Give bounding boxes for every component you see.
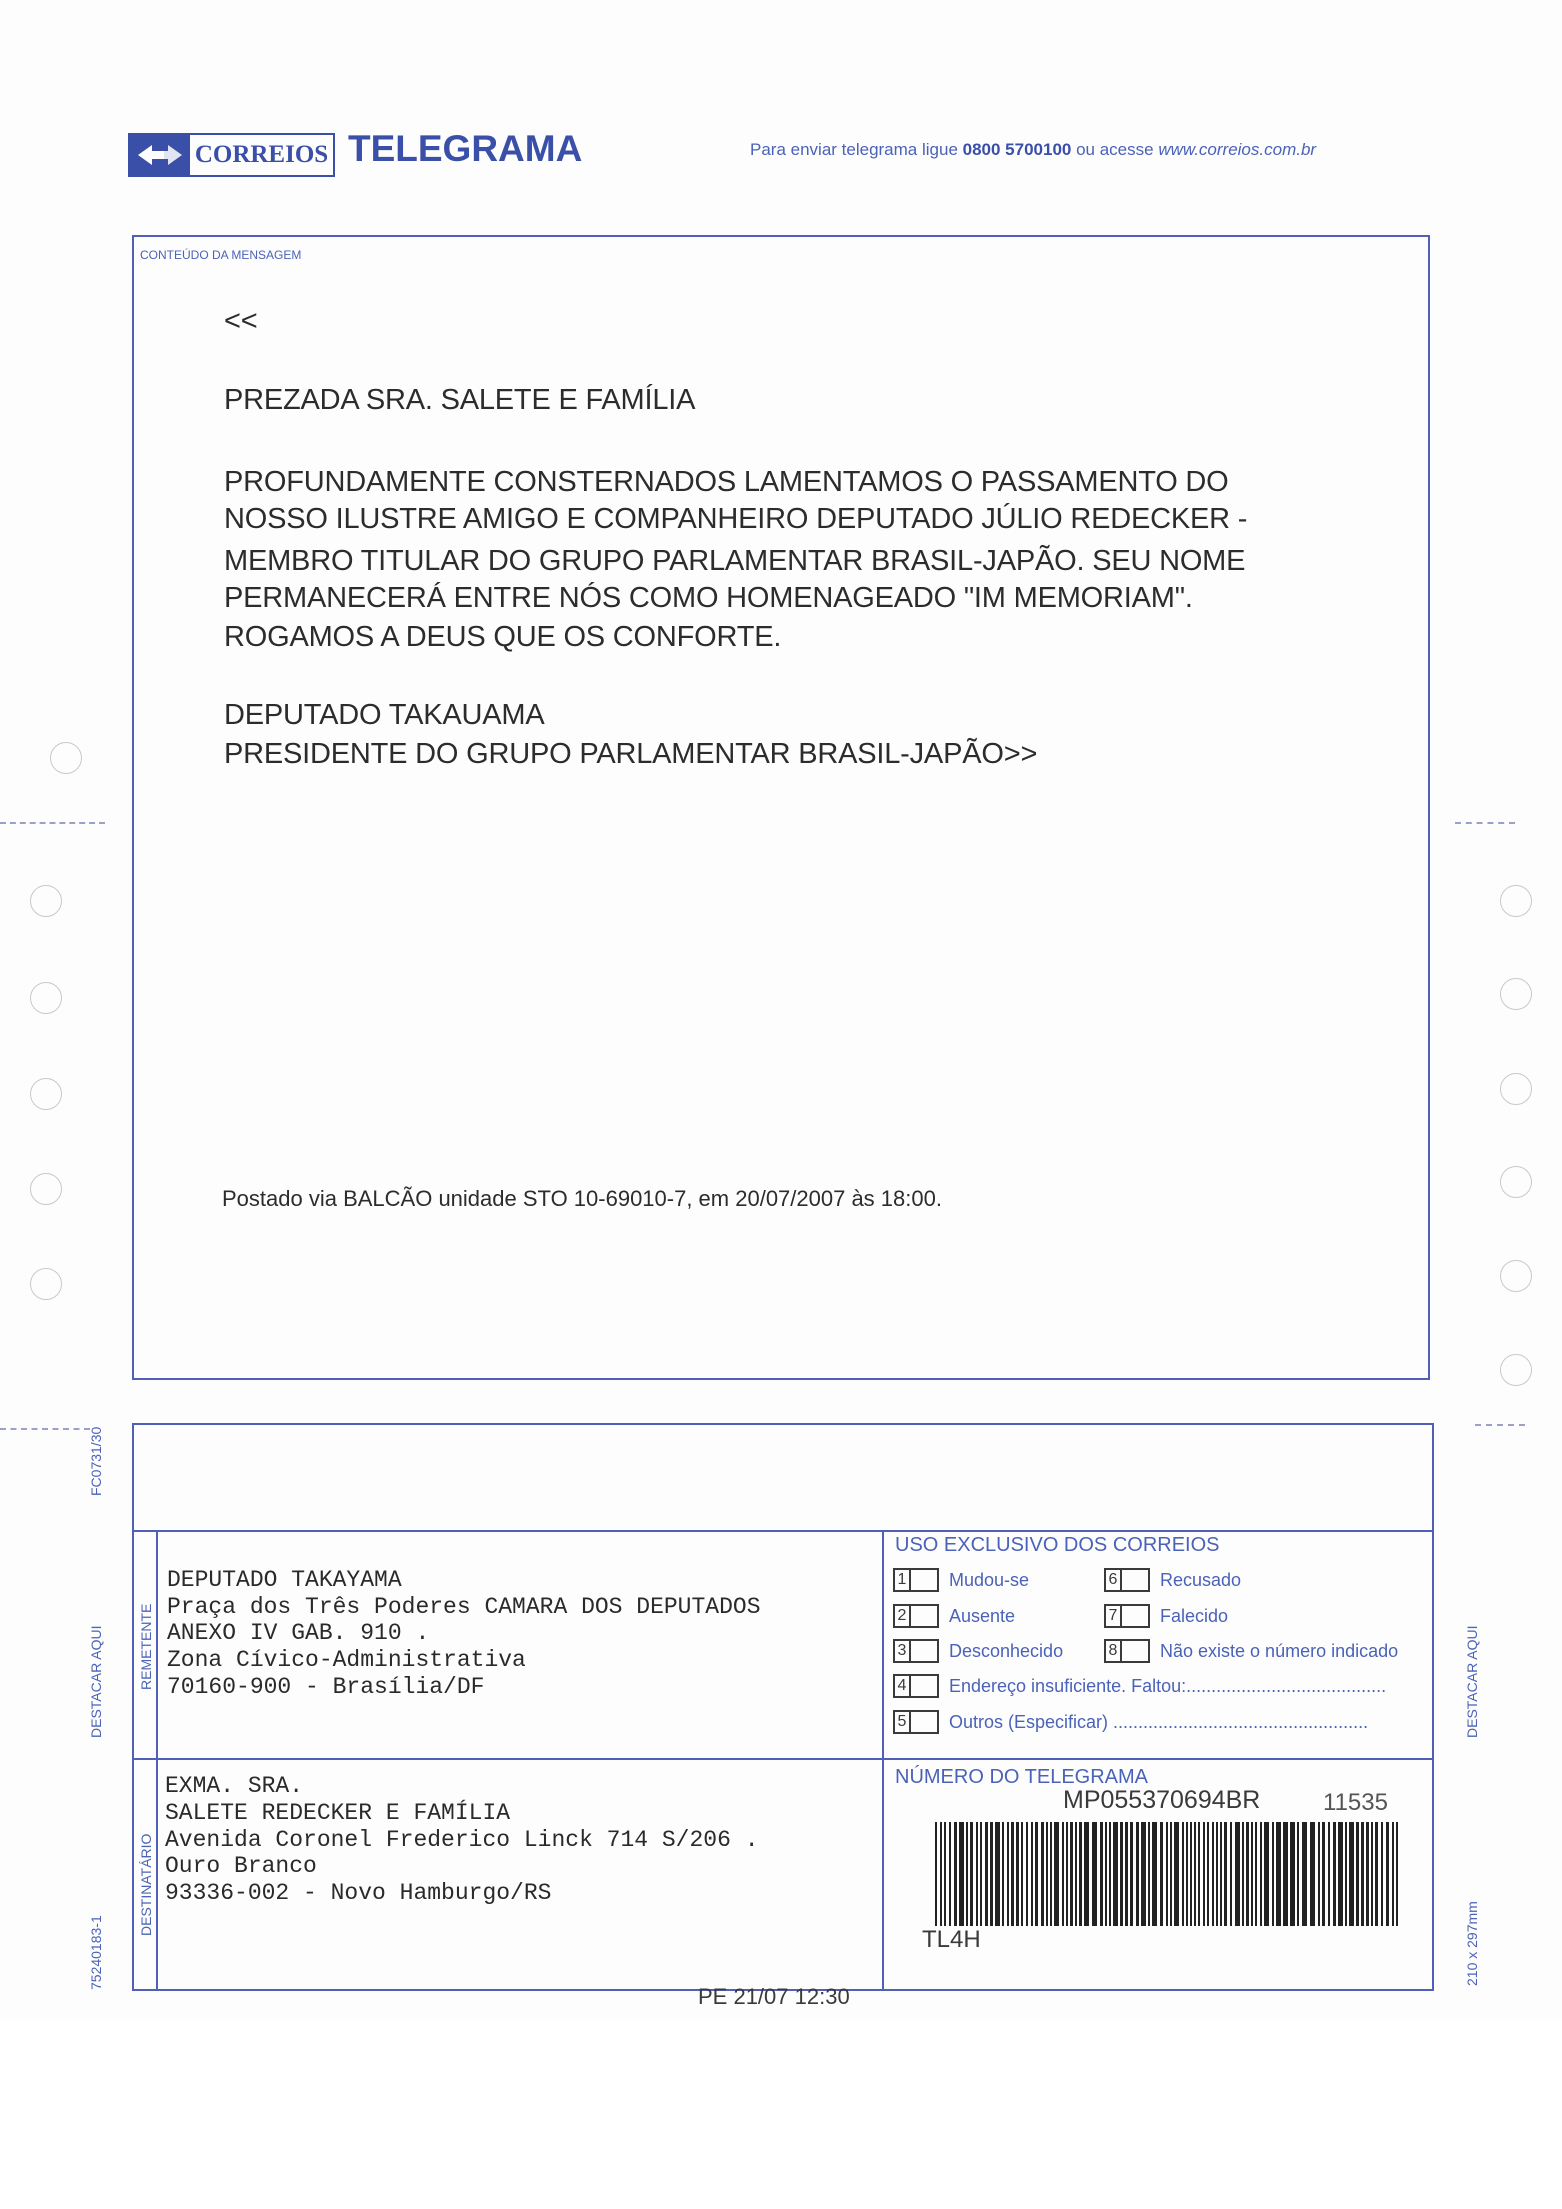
barcode-bar (1276, 1822, 1281, 1926)
barcode-bar (1186, 1822, 1188, 1926)
recipient-line: SALETE REDECKER E FAMÍLIA (165, 1800, 511, 1826)
barcode-bar (1207, 1822, 1209, 1926)
divider (132, 1530, 1434, 1532)
posted-info: Postado via BALCÃO unidade STO 10-69010-7, em 20/07/2007 às 18:00. (222, 1186, 942, 1211)
barcode-bar (1079, 1822, 1082, 1926)
margin-tear-left: DESTACAR AQUI (88, 1625, 104, 1738)
barcode-bar (1361, 1822, 1364, 1926)
barcode-bar (1224, 1822, 1227, 1926)
option-label: Recusado (1160, 1569, 1242, 1590)
option-num: 4 (895, 1676, 911, 1696)
checkbox[interactable] (893, 1604, 939, 1628)
barcode-bar (995, 1822, 1000, 1926)
message-line: PERMANECERÁ ENTRE NÓS COMO HOMENAGEADO "IM MEMORIAM". (224, 582, 1193, 614)
recipient-line: Ouro Branco (165, 1853, 317, 1879)
barcode-bar (1166, 1822, 1168, 1926)
recipient-label: DESTINATÁRIO (138, 1833, 154, 1936)
correios-arrows-icon (130, 135, 190, 175)
barcode-bar (1136, 1822, 1139, 1926)
barcode-bar (1041, 1822, 1044, 1926)
postmark-stamp: PE 21/07 12:30 (698, 1984, 850, 2009)
sender-label: REMETENTE (138, 1603, 154, 1690)
barcode-bar (1070, 1822, 1073, 1926)
message-line: NOSSO ILUSTRE AMIGO E COMPANHEIRO DEPUTADO JÚLIO REDECKER - (224, 503, 1248, 535)
barcode-bar (1054, 1822, 1059, 1926)
barcode-bar (976, 1822, 978, 1926)
barcode-bar (1251, 1822, 1253, 1926)
telegram-code: MP055370694BR (1063, 1786, 1261, 1814)
option-num: 2 (895, 1606, 911, 1626)
barcode-bar (1345, 1822, 1347, 1926)
barcode-bar (1220, 1822, 1222, 1926)
barcode-bar (1120, 1822, 1123, 1926)
margin-tear-right: DESTACAR AQUI (1464, 1625, 1480, 1738)
header-info (750, 140, 1316, 160)
message-line: PREZADA SRA. SALETE E FAMÍLIA (224, 384, 696, 416)
option-label: Ausente (949, 1605, 1016, 1626)
barcode-bar (1152, 1822, 1157, 1926)
barcode-bar (1322, 1822, 1325, 1926)
barcode-bar (1092, 1822, 1097, 1926)
message-line: << (224, 305, 258, 337)
tear-line (0, 822, 105, 824)
barcode-bar (1216, 1822, 1218, 1926)
option-num: 6 (1106, 1570, 1122, 1590)
barcode-bar (1109, 1822, 1111, 1926)
barcode-bar (980, 1822, 982, 1926)
tear-line (1475, 1424, 1525, 1426)
barcode-bar (949, 1822, 951, 1926)
option-num: 7 (1106, 1606, 1122, 1626)
barcode-bar (970, 1822, 973, 1926)
barcode-bar (1100, 1822, 1103, 1926)
option-label: Outros (Especificar) ................................................... (949, 1711, 1369, 1732)
barcode (935, 1822, 1405, 1926)
checkbox[interactable] (1104, 1604, 1150, 1628)
barcode-bar (1212, 1822, 1214, 1926)
message-line: ROGAMOS A DEUS QUE OS CONFORTE. (224, 621, 782, 653)
barcode-bar (1198, 1822, 1200, 1926)
barcode-bar (1230, 1822, 1232, 1926)
barcode-bar (1381, 1822, 1383, 1926)
barcode-bar (1392, 1822, 1394, 1926)
sender-line: 70160-900 - Brasília/DF (167, 1674, 485, 1700)
barcode-bar (1113, 1822, 1118, 1926)
barcode-bar (1130, 1822, 1133, 1926)
option-num: 1 (895, 1570, 911, 1590)
barcode-bar (1182, 1822, 1184, 1926)
barcode-bar (1318, 1822, 1320, 1926)
barcode-bar (954, 1822, 957, 1926)
perforation-hole (30, 982, 62, 1014)
margin-serial: 75240183-1 (88, 1915, 104, 1990)
option-ausente[interactable] (893, 1604, 1015, 1628)
barcode-bar (1141, 1822, 1146, 1926)
option-falecido[interactable] (1104, 1604, 1228, 1628)
info-mid: ou acesse (1071, 140, 1159, 159)
barcode-bar (1310, 1822, 1315, 1926)
barcode-bar (959, 1822, 964, 1926)
sender-line: DEPUTADO TAKAYAMA (167, 1567, 402, 1593)
barcode-bar (966, 1822, 968, 1926)
barcode-bar (1174, 1822, 1179, 1926)
barcode-bar (1386, 1822, 1389, 1926)
perforation-hole (1500, 1073, 1532, 1105)
recipient-line: EXMA. SRA. (165, 1773, 304, 1799)
barcode-bar (1297, 1822, 1299, 1926)
barcode-bar (1148, 1822, 1150, 1926)
barcode-bar (1338, 1822, 1343, 1926)
checkbox[interactable] (893, 1674, 939, 1698)
option-num: 8 (1106, 1641, 1122, 1661)
barcode-bar (935, 1822, 937, 1926)
barcode-bar (1007, 1822, 1009, 1926)
sender-line: ANEXO IV GAB. 910 . (167, 1620, 430, 1646)
barcode-bar (1235, 1822, 1240, 1926)
option-label: Falecido (1160, 1605, 1229, 1626)
option-num: 3 (895, 1641, 911, 1661)
barcode-bar (1264, 1822, 1269, 1926)
barcode-bar (1246, 1822, 1249, 1926)
message-line: MEMBRO TITULAR DO GRUPO PARLAMENTAR BRASIL-JAPÃO. SEU NOME (224, 545, 1246, 577)
barcode-bar (1255, 1822, 1257, 1926)
barcode-bar (1066, 1822, 1068, 1926)
margin-form-code: FC0731/30 (88, 1426, 104, 1496)
barcode-bar (1290, 1822, 1295, 1926)
option-label: Mudou-se (949, 1569, 1030, 1590)
divider (156, 1530, 158, 1991)
uso-title: USO EXCLUSIVO DOS CORREIOS (895, 1534, 1220, 1556)
perforation-hole (30, 1268, 62, 1300)
barcode-bar (1203, 1822, 1205, 1926)
barcode-bar (1105, 1822, 1107, 1926)
perforation-hole (30, 885, 62, 917)
telegram-tag: TL4H (922, 1926, 981, 1953)
barcode-bar (1333, 1822, 1336, 1926)
barcode-bar (1190, 1822, 1192, 1926)
message-line: PROFUNDAMENTE CONSTERNADOS LAMENTAMOS O PASSAMENTO DO (224, 466, 1229, 498)
barcode-bar (1302, 1822, 1307, 1926)
telegram-number-title: NÚMERO DO TELEGRAMA (895, 1766, 1148, 1788)
barcode-bar (1283, 1822, 1288, 1926)
checkbox[interactable] (893, 1639, 939, 1663)
document-title: TELEGRAMA (348, 128, 583, 169)
perforation-hole (1500, 978, 1532, 1010)
barcode-bar (1021, 1822, 1023, 1926)
option-label: Não existe o número indicado (1160, 1640, 1399, 1661)
barcode-bar (1026, 1822, 1028, 1926)
barcode-bar (1356, 1822, 1359, 1926)
message-line: PRESIDENTE DO GRUPO PARLAMENTAR BRASIL-JAPÃO>> (224, 738, 1038, 770)
telegram-code-secondary: 11535 (1323, 1789, 1388, 1816)
barcode-bar (1125, 1822, 1128, 1926)
barcode-bar (1170, 1822, 1172, 1926)
tear-line (0, 1428, 90, 1430)
barcode-bar (1002, 1822, 1004, 1926)
divider (132, 1758, 1434, 1760)
perforation-hole (1500, 1166, 1532, 1198)
barcode-bar (1260, 1822, 1262, 1926)
info-phone: 0800 5700100 (962, 140, 1072, 159)
barcode-bar (1396, 1822, 1398, 1926)
perforation-hole (50, 742, 82, 774)
barcode-bar (1349, 1822, 1354, 1926)
message-label: CONTEÚDO DA MENSAGEM (140, 248, 302, 262)
option-mudou[interactable] (893, 1568, 1029, 1592)
option-desconhecido[interactable] (893, 1639, 1063, 1663)
barcode-bar (1371, 1822, 1373, 1926)
perforation-hole (1500, 885, 1532, 917)
perforation-hole (1500, 1354, 1532, 1386)
perforation-hole (30, 1078, 62, 1110)
barcode-bar (944, 1822, 946, 1926)
sender-line: Zona Cívico-Administrativa (167, 1647, 526, 1673)
perforation-hole (30, 1173, 62, 1205)
checkbox[interactable] (893, 1568, 939, 1592)
logo-text: CORREIOS (194, 141, 329, 168)
barcode-bar (1016, 1822, 1019, 1926)
barcode-bar (1062, 1822, 1064, 1926)
barcode-bar (1075, 1822, 1077, 1926)
tear-line (1455, 822, 1515, 824)
barcode-bar (1194, 1822, 1196, 1926)
barcode-bar (940, 1822, 942, 1926)
option-label: Desconhecido (949, 1640, 1064, 1661)
option-num: 5 (895, 1712, 911, 1732)
barcode-bar (1242, 1822, 1244, 1926)
margin-size: 210 x 297mm (1464, 1901, 1480, 1986)
option-label: Endereço insuficiente. Faltou:........................................ (949, 1675, 1387, 1696)
barcode-bar (1084, 1822, 1089, 1926)
barcode-bar (985, 1822, 988, 1926)
barcode-bar (1050, 1822, 1052, 1926)
barcode-bar (1035, 1822, 1038, 1926)
barcode-bar (1328, 1822, 1330, 1926)
barcode-bar (1272, 1822, 1274, 1926)
option-recusado[interactable] (1104, 1568, 1241, 1592)
barcode-bar (1375, 1822, 1378, 1926)
barcode-bar (990, 1822, 993, 1926)
barcode-bar (1046, 1822, 1048, 1926)
barcode-bar (1031, 1822, 1033, 1926)
recipient-line: 93336-002 - Novo Hamburgo/RS (165, 1880, 552, 1906)
checkbox[interactable] (1104, 1639, 1150, 1663)
message-line: DEPUTADO TAKAUAMA (224, 699, 545, 731)
correios-logo (128, 133, 335, 177)
barcode-bar (1366, 1822, 1369, 1926)
recipient-line: Avenida Coronel Frederico Linck 714 S/206 . (165, 1827, 759, 1853)
divider (882, 1530, 884, 1991)
option-outros[interactable] (893, 1710, 1368, 1734)
option-endereco[interactable] (893, 1674, 1386, 1698)
checkbox[interactable] (1104, 1568, 1150, 1592)
info-site: www.correios.com.br (1158, 140, 1317, 159)
checkbox[interactable] (893, 1710, 939, 1734)
sender-line: Praça dos Três Poderes CAMARA DOS DEPUTADOS (167, 1594, 761, 1620)
barcode-bar (1160, 1822, 1163, 1926)
perforation-hole (1500, 1260, 1532, 1292)
info-prefix: Para enviar telegrama ligue (750, 140, 963, 159)
option-nao-existe[interactable] (1104, 1639, 1398, 1663)
barcode-bar (1011, 1822, 1014, 1926)
